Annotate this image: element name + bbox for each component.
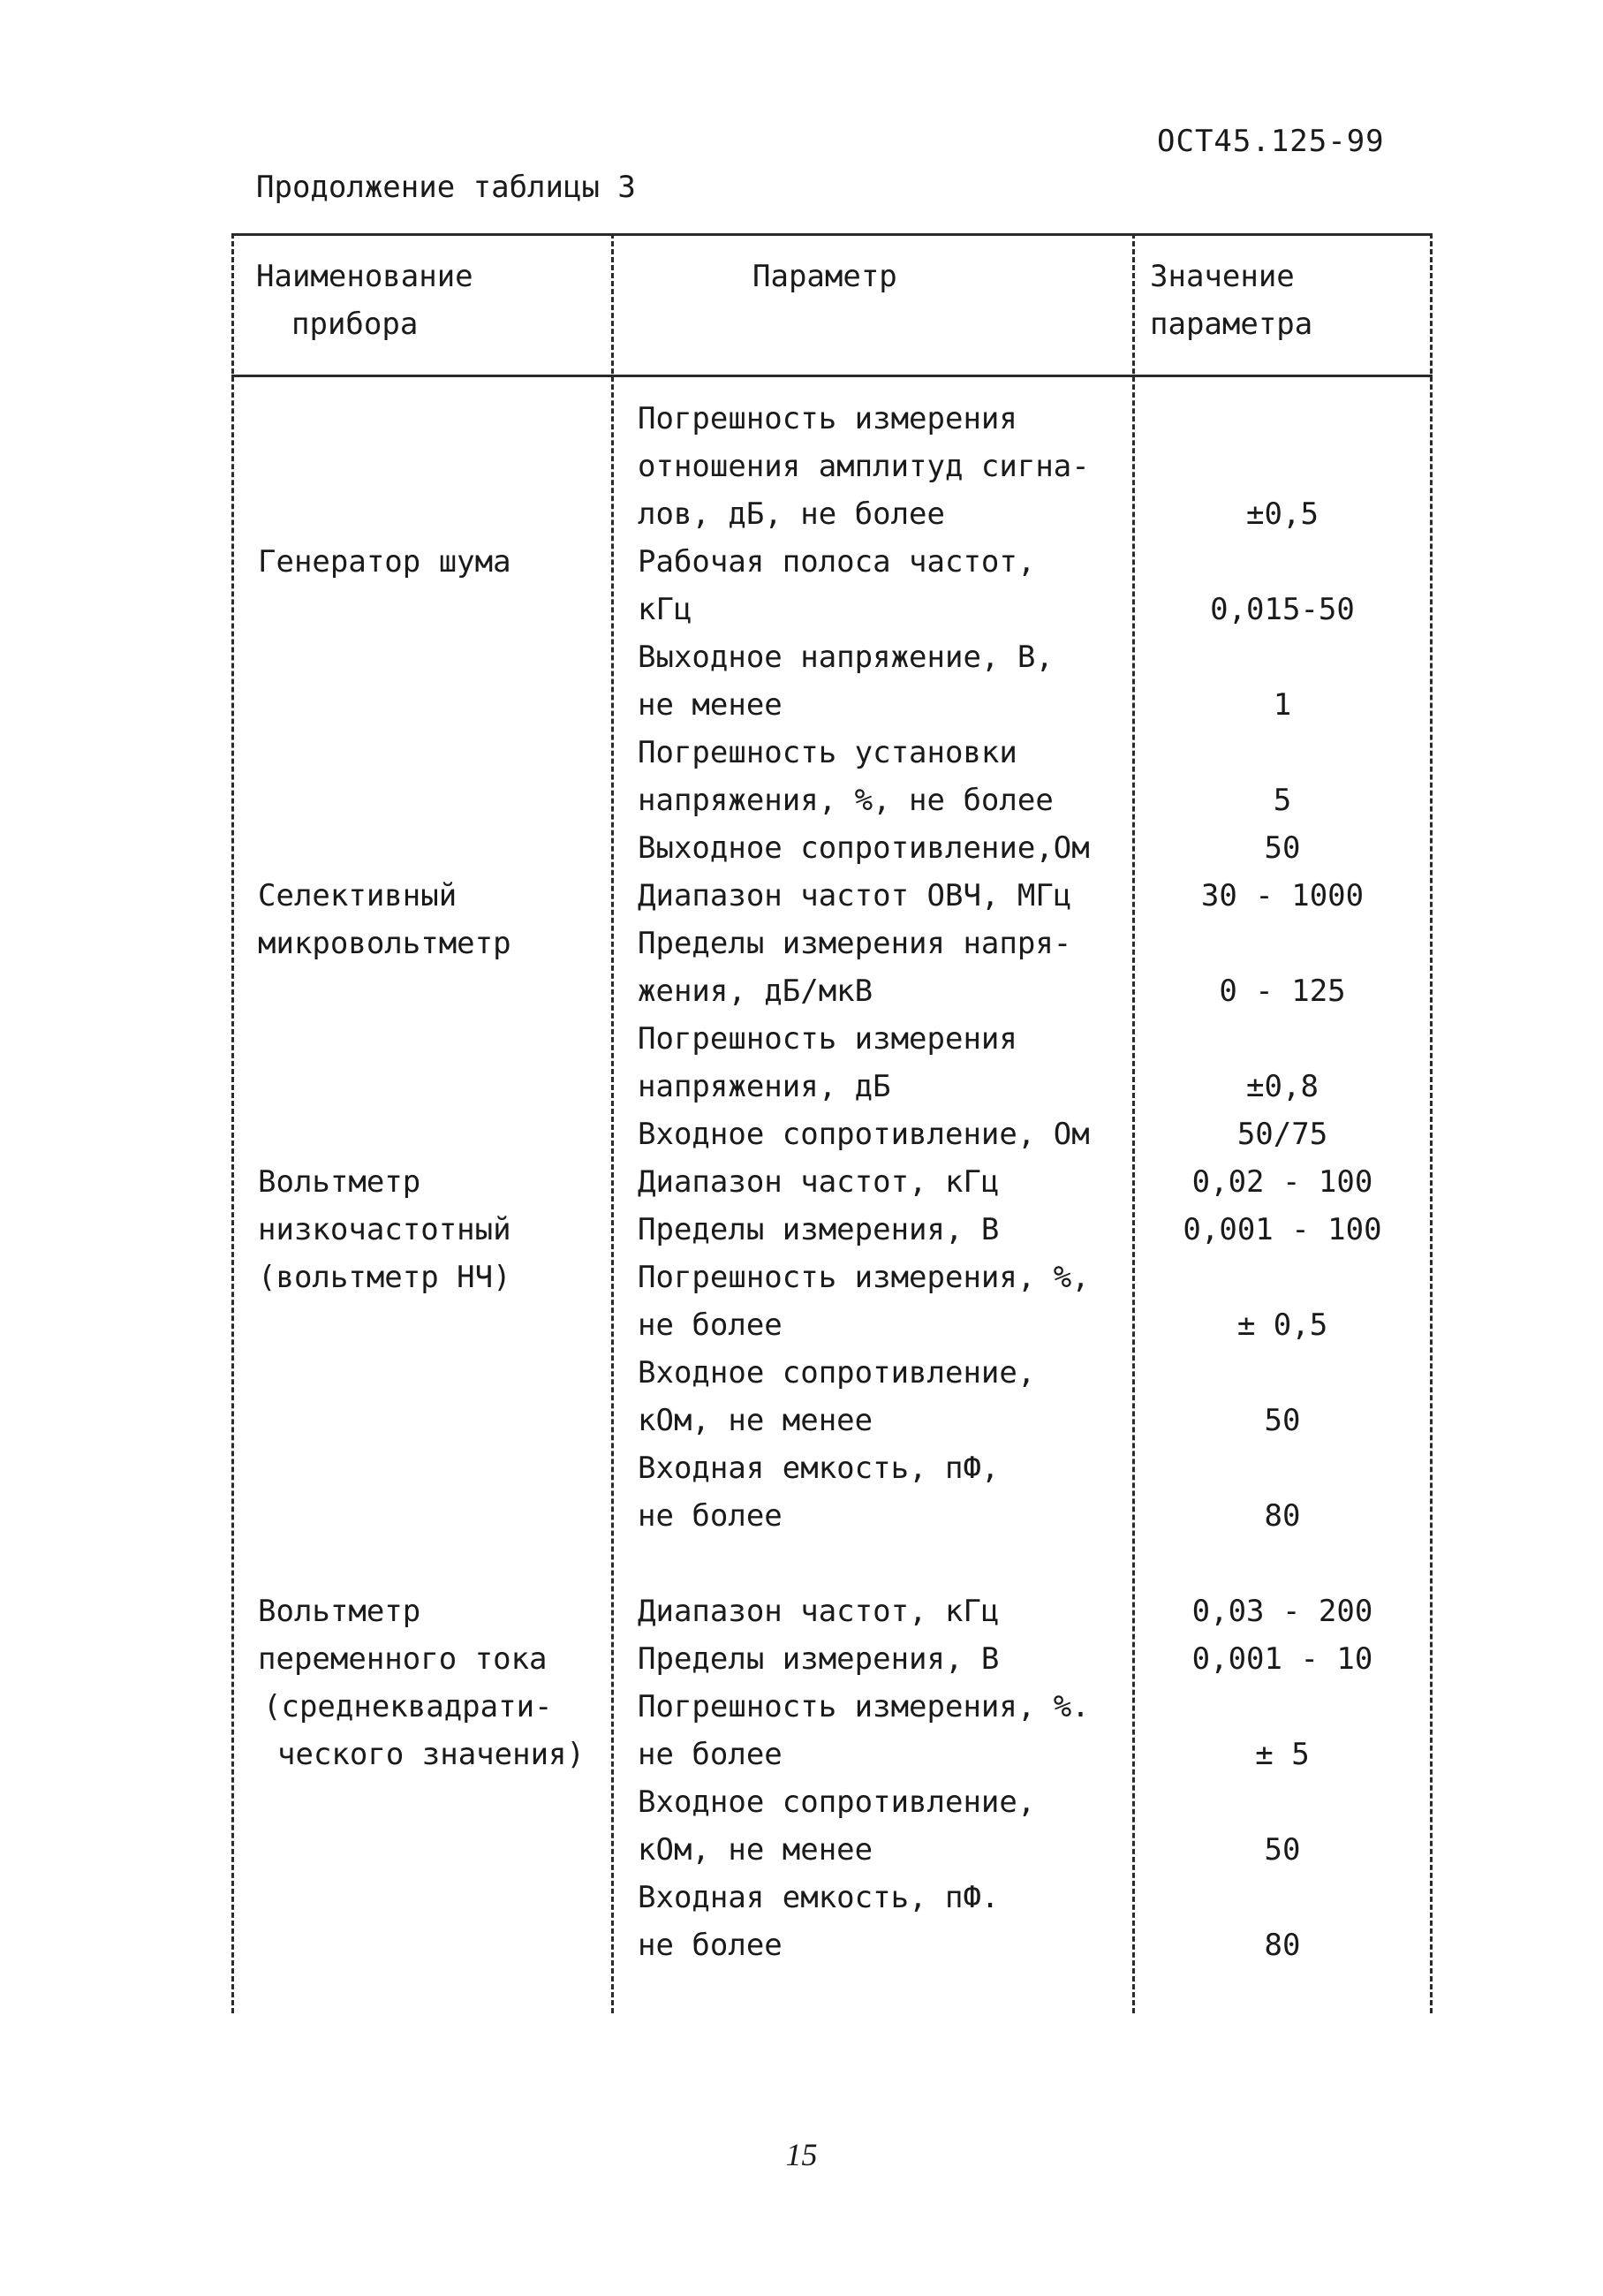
device-name-line: микровольтметр [258, 926, 511, 961]
parameter-line: не более [638, 1737, 783, 1772]
parameter-value: 5 [1273, 783, 1292, 818]
parameter-value: 50 [1264, 1403, 1301, 1438]
parameter-value: 80 [1264, 1498, 1301, 1534]
parameter-value: 50/75 [1236, 1117, 1328, 1152]
device-name-line: ческого значения) [277, 1737, 585, 1772]
parameter-value: 30 - 1000 [1200, 878, 1365, 913]
parameter-value: ± 0,5 [1236, 1307, 1328, 1343]
table-top-border [231, 233, 1433, 236]
header-value-line1: Значение [1150, 259, 1295, 294]
parameter-line: Входная емкость, пФ, [638, 1451, 1000, 1486]
device-name-line: Селективный [258, 878, 457, 913]
parameter-line: Входное сопротивление, [638, 1785, 1036, 1820]
device-name-line: Генератор шума [258, 544, 511, 580]
parameter-value: 80 [1264, 1928, 1301, 1963]
parameter-line: Входное сопротивление, [638, 1355, 1036, 1390]
parameter-value: 0,02 - 100 [1191, 1164, 1373, 1200]
parameter-value: ± 5 [1255, 1737, 1310, 1772]
parameter-value: 0,001 - 10 [1191, 1641, 1373, 1677]
parameter-line: Погрешность установки [638, 735, 1017, 770]
parameter-value: 1 [1273, 687, 1292, 723]
parameter-line: не более [638, 1307, 783, 1343]
header-value-line2: параметра [1150, 307, 1313, 342]
column-divider-1 [611, 233, 614, 2013]
device-name-line: низкочастотный [258, 1212, 511, 1247]
header-separator [231, 375, 1433, 377]
parameter-line: Погрешность измерения, %, [638, 1260, 1090, 1295]
parameter-value: ±0,5 [1246, 496, 1319, 532]
parameter-line: лов, дБ, не более [638, 496, 945, 532]
parameter-line: Выходное сопротивление,Ом [638, 830, 1090, 866]
parameter-line: Рабочая полоса частот, [638, 544, 1036, 580]
header-device-line2: прибора [291, 307, 419, 342]
parameter-line: отношения амплитуд сигна- [638, 449, 1090, 484]
parameter-line: Погрешность измерения [638, 1021, 1017, 1057]
parameter-line: Пределы измерения, В [638, 1641, 1000, 1677]
table-right-border [1430, 233, 1433, 2013]
parameter-line: Пределы измерения, В [638, 1212, 1000, 1247]
device-name-line: Вольтметр [258, 1164, 421, 1200]
page-number: 15 [785, 2137, 818, 2172]
parameter-value: 0,03 - 200 [1191, 1594, 1373, 1629]
column-divider-2 [1132, 233, 1135, 2013]
parameters-table [231, 233, 1433, 2013]
parameter-line: кОм, не менее [638, 1403, 873, 1438]
document-code: ОСТ45.125-99 [1157, 124, 1385, 159]
parameter-line: кОм, не менее [638, 1832, 873, 1868]
parameter-line: не более [638, 1498, 783, 1534]
parameter-value: ±0,8 [1246, 1069, 1319, 1104]
device-name-line: Вольтметр [258, 1594, 421, 1629]
parameter-line: напряжения, дБ [638, 1069, 891, 1104]
parameter-line: Диапазон частот, кГц [638, 1164, 1000, 1200]
parameter-line: Диапазон частот, кГц [638, 1594, 1000, 1629]
parameter-line: напряжения, %, не более [638, 783, 1054, 818]
parameter-line: Диапазон частот ОВЧ, МГц [638, 878, 1072, 913]
table-left-border [231, 233, 234, 2013]
device-name-line: (среднеквадрати- [263, 1689, 553, 1724]
parameter-line: кГц [638, 592, 692, 627]
parameter-line: Погрешность измерения, %. [638, 1689, 1090, 1724]
header-parameter: Параметр [752, 259, 897, 294]
parameter-line: не более [638, 1928, 783, 1963]
table-caption: Продолжение таблицы 3 [256, 170, 636, 205]
parameter-value: 0 - 125 [1219, 974, 1346, 1009]
parameter-value: 50 [1264, 830, 1301, 866]
parameter-line: жения, дБ/мкВ [638, 974, 873, 1009]
parameter-line: не менее [638, 687, 783, 723]
parameter-line: Выходное напряжение, В, [638, 640, 1054, 675]
parameter-line: Входная емкость, пФ. [638, 1880, 1000, 1915]
parameter-line: Пределы измерения напря- [638, 926, 1072, 961]
device-name-line: (вольтметр НЧ) [258, 1260, 511, 1295]
parameter-value: 0,001 - 100 [1183, 1212, 1382, 1247]
device-name-line: переменного тока [258, 1641, 548, 1677]
parameter-line: Входное сопротивление, Ом [638, 1117, 1090, 1152]
parameter-value: 50 [1264, 1832, 1301, 1868]
parameter-line: Погрешность измерения [638, 401, 1017, 436]
parameter-value: 0,015-50 [1210, 592, 1355, 627]
header-device-line1: Наименование [256, 259, 473, 294]
